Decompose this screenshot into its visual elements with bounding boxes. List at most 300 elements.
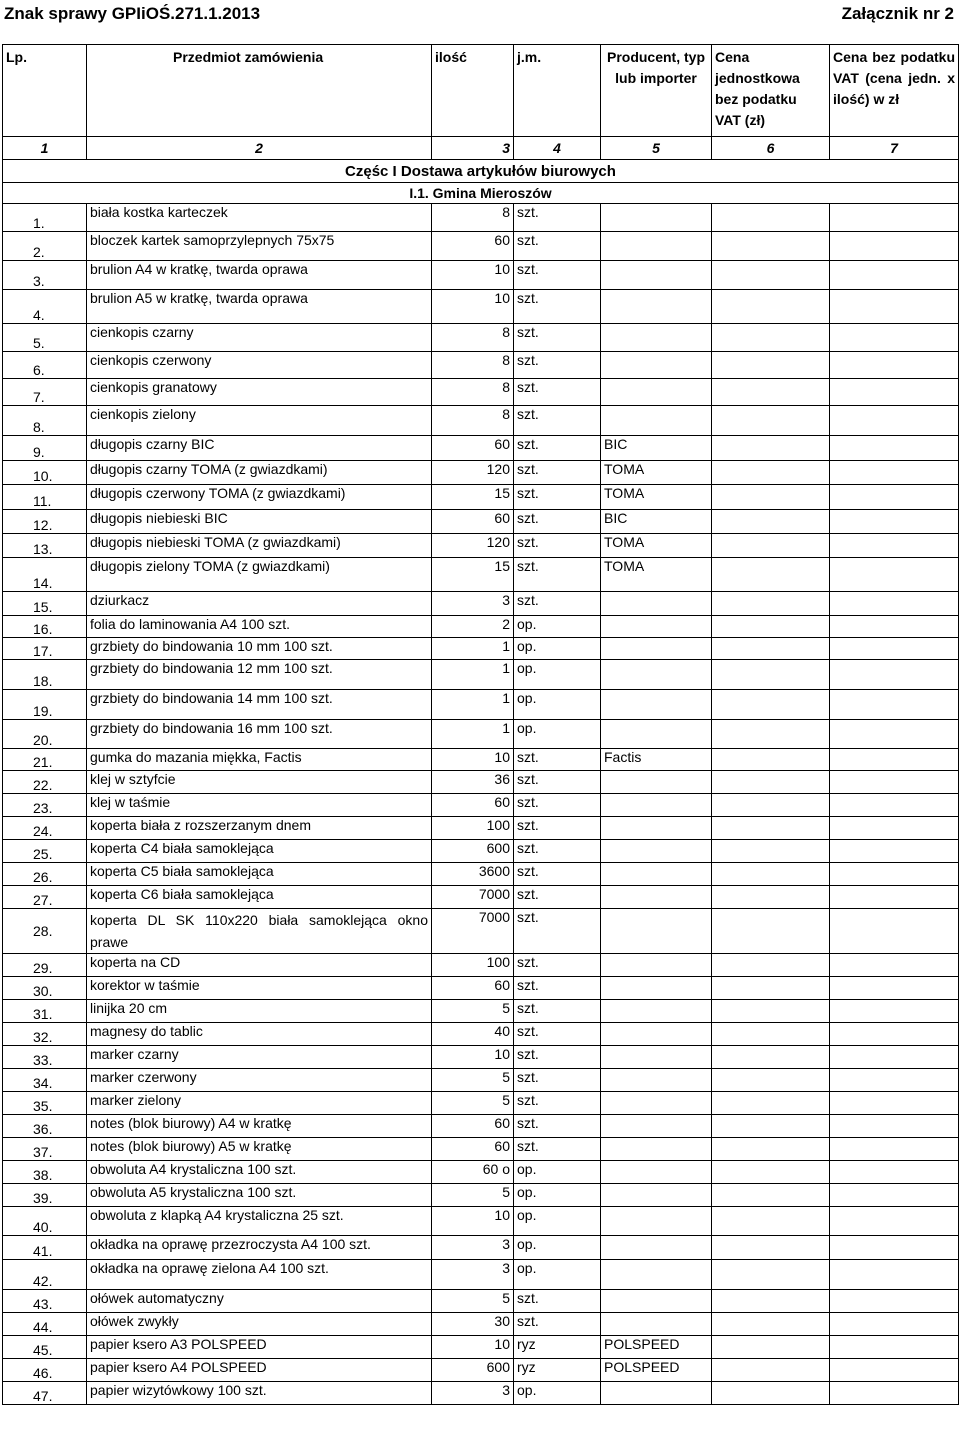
row-quantity: 7000 <box>432 886 514 909</box>
row-producer <box>601 406 712 436</box>
row-unit: szt. <box>514 1023 601 1046</box>
row-unit: szt. <box>514 863 601 886</box>
row-lp: 35. <box>3 1092 87 1115</box>
row-unit: szt. <box>514 406 601 436</box>
row-lp: 20. <box>3 720 87 749</box>
row-unit: szt. <box>514 840 601 863</box>
section-row <box>3 160 959 183</box>
row-unit: op. <box>514 690 601 720</box>
row-unit: szt. <box>514 1115 601 1138</box>
row-unit-price <box>712 592 830 616</box>
row-unit: szt. <box>514 461 601 485</box>
row-lp: 36. <box>3 1115 87 1138</box>
row-lp: 44. <box>3 1313 87 1336</box>
row-lp: 21. <box>3 749 87 771</box>
row-quantity: 120 <box>432 461 514 485</box>
table-row <box>3 1336 959 1359</box>
row-lp: 37. <box>3 1138 87 1161</box>
row-total <box>830 592 959 616</box>
row-quantity: 60 <box>432 977 514 1000</box>
row-total <box>830 1000 959 1023</box>
row-unit-price <box>712 771 830 794</box>
row-unit: szt. <box>514 485 601 510</box>
row-total <box>830 1092 959 1115</box>
row-unit: szt. <box>514 886 601 909</box>
row-quantity: 3 <box>432 592 514 616</box>
row-total <box>830 1023 959 1046</box>
row-lp: 31. <box>3 1000 87 1023</box>
row-item-name: długopis zielony TOMA (z gwiazdkami) <box>87 558 432 592</box>
row-total <box>830 1260 959 1290</box>
row-quantity: 5 <box>432 1069 514 1092</box>
table-row <box>3 720 959 749</box>
row-unit-price <box>712 794 830 817</box>
row-quantity: 3 <box>432 1236 514 1260</box>
row-unit: szt. <box>514 1092 601 1115</box>
col-number: 6 <box>712 137 830 160</box>
row-unit: op. <box>514 1236 601 1260</box>
row-producer <box>601 1313 712 1336</box>
col-number: 4 <box>514 137 601 160</box>
row-unit-price <box>712 954 830 977</box>
row-unit-price <box>712 886 830 909</box>
row-lp: 38. <box>3 1161 87 1184</box>
row-total <box>830 510 959 534</box>
row-unit: szt. <box>514 1069 601 1092</box>
row-total <box>830 909 959 954</box>
row-unit: szt. <box>514 204 601 232</box>
row-producer <box>601 379 712 406</box>
col-unit-price: Cena jednostkowa bez podatku VAT (zł) <box>712 45 830 137</box>
table-row <box>3 749 959 771</box>
row-item-name: klej w sztyfcie <box>87 771 432 794</box>
row-item-name: długopis czarny BIC <box>87 436 432 461</box>
row-item-name: okładka na oprawę przezroczysta A4 100 szt. <box>87 1236 432 1260</box>
row-total <box>830 886 959 909</box>
row-unit-price <box>712 720 830 749</box>
row-quantity: 10 <box>432 1207 514 1236</box>
row-quantity: 5 <box>432 1000 514 1023</box>
table-row <box>3 1046 959 1069</box>
row-lp: 30. <box>3 977 87 1000</box>
table-row <box>3 840 959 863</box>
row-producer <box>601 863 712 886</box>
row-producer <box>601 1184 712 1207</box>
row-total <box>830 204 959 232</box>
row-quantity: 15 <box>432 558 514 592</box>
col-producer: Producent, typ lub importer <box>601 45 712 137</box>
row-unit-price <box>712 379 830 406</box>
row-producer <box>601 977 712 1000</box>
row-lp: 8. <box>3 406 87 436</box>
row-lp: 45. <box>3 1336 87 1359</box>
row-lp: 26. <box>3 863 87 886</box>
row-quantity: 60 <box>432 1115 514 1138</box>
row-lp: 34. <box>3 1069 87 1092</box>
row-item-name: ołówek zwykły <box>87 1313 432 1336</box>
row-unit-price <box>712 690 830 720</box>
row-lp: 42. <box>3 1260 87 1290</box>
row-producer <box>601 1207 712 1236</box>
row-quantity: 15 <box>432 485 514 510</box>
row-item-name: długopis czerwony TOMA (z gwiazdkami) <box>87 485 432 510</box>
row-item-name: koperta C5 biała samoklejąca <box>87 863 432 886</box>
row-producer <box>601 1046 712 1069</box>
row-producer <box>601 616 712 638</box>
document-header <box>0 0 960 30</box>
row-lp: 43. <box>3 1290 87 1313</box>
col-qty: ilość <box>432 45 514 137</box>
row-item-name: koperta na CD <box>87 954 432 977</box>
row-unit-price <box>712 534 830 558</box>
row-quantity: 10 <box>432 749 514 771</box>
row-quantity: 7000 <box>432 909 514 954</box>
table-row <box>3 1382 959 1405</box>
row-total <box>830 1359 959 1382</box>
col-total: Cena bez podatku VAT (cena jedn. x ilość) w zł <box>830 45 959 137</box>
row-item-name: koperta biała z rozszerzanym dnem <box>87 817 432 840</box>
row-producer <box>601 1161 712 1184</box>
row-producer <box>601 1023 712 1046</box>
row-unit: op. <box>514 1260 601 1290</box>
row-producer <box>601 1000 712 1023</box>
row-lp: 24. <box>3 817 87 840</box>
table-row <box>3 977 959 1000</box>
row-producer <box>601 1092 712 1115</box>
subsection-row <box>3 183 959 204</box>
row-lp: 29. <box>3 954 87 977</box>
row-producer <box>601 720 712 749</box>
row-producer: Factis <box>601 749 712 771</box>
row-unit: szt. <box>514 1046 601 1069</box>
row-quantity: 100 <box>432 817 514 840</box>
row-unit-price <box>712 261 830 290</box>
row-lp: 39. <box>3 1184 87 1207</box>
row-lp: 16. <box>3 616 87 638</box>
row-quantity: 10 <box>432 1046 514 1069</box>
row-total <box>830 1313 959 1336</box>
row-total <box>830 1161 959 1184</box>
table-row <box>3 485 959 510</box>
row-producer <box>601 690 712 720</box>
row-unit-price <box>712 1336 830 1359</box>
col-number: 3 <box>432 137 514 160</box>
row-total <box>830 720 959 749</box>
row-unit-price <box>712 977 830 1000</box>
table-row <box>3 817 959 840</box>
table-row <box>3 261 959 290</box>
row-unit-price <box>712 1290 830 1313</box>
row-unit: szt. <box>514 954 601 977</box>
col-number: 5 <box>601 137 712 160</box>
row-quantity: 100 <box>432 954 514 977</box>
row-total <box>830 1046 959 1069</box>
row-item-name: cienkopis granatowy <box>87 379 432 406</box>
row-unit-price <box>712 1092 830 1115</box>
row-total <box>830 954 959 977</box>
row-unit: op. <box>514 1207 601 1236</box>
table-row <box>3 1000 959 1023</box>
row-unit: szt. <box>514 1313 601 1336</box>
row-item-name: papier wizytówkowy 100 szt. <box>87 1382 432 1405</box>
row-unit-price <box>712 749 830 771</box>
row-producer <box>601 660 712 690</box>
row-unit: szt. <box>514 977 601 1000</box>
row-total <box>830 638 959 660</box>
table-row <box>3 352 959 379</box>
row-total <box>830 1382 959 1405</box>
row-unit-price <box>712 1161 830 1184</box>
row-producer <box>601 771 712 794</box>
row-item-name: ołówek automatyczny <box>87 1290 432 1313</box>
row-producer <box>601 592 712 616</box>
row-total <box>830 771 959 794</box>
row-unit-price <box>712 1260 830 1290</box>
row-item-name: koperta DL SK 110x220 biała samoklejąca okno prawe <box>87 909 432 954</box>
row-unit: op. <box>514 660 601 690</box>
row-producer: POLSPEED <box>601 1336 712 1359</box>
row-unit-price <box>712 510 830 534</box>
row-unit-price <box>712 1046 830 1069</box>
row-unit: szt. <box>514 1000 601 1023</box>
row-producer <box>601 1138 712 1161</box>
row-total <box>830 1290 959 1313</box>
row-unit-price <box>712 1000 830 1023</box>
row-item-name: klej w taśmie <box>87 794 432 817</box>
row-producer: TOMA <box>601 534 712 558</box>
row-producer <box>601 817 712 840</box>
row-unit-price <box>712 1023 830 1046</box>
row-quantity: 2 <box>432 616 514 638</box>
row-item-name: korektor w taśmie <box>87 977 432 1000</box>
table-row <box>3 436 959 461</box>
row-total <box>830 616 959 638</box>
row-producer: BIC <box>601 510 712 534</box>
row-quantity: 600 <box>432 1359 514 1382</box>
table-row <box>3 1138 959 1161</box>
table-row <box>3 1115 959 1138</box>
row-quantity: 10 <box>432 1336 514 1359</box>
row-total <box>830 794 959 817</box>
row-producer <box>601 1290 712 1313</box>
row-quantity: 60 <box>432 436 514 461</box>
table-row <box>3 1184 959 1207</box>
row-quantity: 60 <box>432 232 514 261</box>
table-row <box>3 638 959 660</box>
row-unit-price <box>712 558 830 592</box>
row-producer <box>601 954 712 977</box>
row-quantity: 5 <box>432 1290 514 1313</box>
row-total <box>830 1069 959 1092</box>
row-total <box>830 1336 959 1359</box>
row-lp: 11. <box>3 485 87 510</box>
row-producer <box>601 1236 712 1260</box>
row-producer: TOMA <box>601 558 712 592</box>
table-row <box>3 510 959 534</box>
row-lp: 46. <box>3 1359 87 1382</box>
row-unit-price <box>712 817 830 840</box>
row-quantity: 3 <box>432 1260 514 1290</box>
row-producer: BIC <box>601 436 712 461</box>
row-total <box>830 324 959 352</box>
table-row <box>3 690 959 720</box>
row-quantity: 60 o <box>432 1161 514 1184</box>
row-producer: TOMA <box>601 461 712 485</box>
row-producer <box>601 290 712 324</box>
row-item-name: koperta C6 biała samoklejąca <box>87 886 432 909</box>
row-quantity: 8 <box>432 406 514 436</box>
table-row <box>3 863 959 886</box>
table-row <box>3 771 959 794</box>
row-item-name: obwoluta A5 krystaliczna 100 szt. <box>87 1184 432 1207</box>
row-unit: szt. <box>514 771 601 794</box>
col-unit: j.m. <box>514 45 601 137</box>
row-quantity: 8 <box>432 324 514 352</box>
row-unit-price <box>712 638 830 660</box>
row-item-name: grzbiety do bindowania 16 mm 100 szt. <box>87 720 432 749</box>
row-item-name: papier ksero A3 POLSPEED <box>87 1336 432 1359</box>
row-total <box>830 749 959 771</box>
row-unit: szt. <box>514 817 601 840</box>
row-lp: 15. <box>3 592 87 616</box>
table-row <box>3 406 959 436</box>
table-row <box>3 534 959 558</box>
row-item-name: brulion A5 w kratkę, twarda oprawa <box>87 290 432 324</box>
row-lp: 12. <box>3 510 87 534</box>
table-row <box>3 1313 959 1336</box>
attachment-label: Załącznik nr 2 <box>841 4 954 23</box>
row-quantity: 5 <box>432 1184 514 1207</box>
order-table <box>2 44 959 1405</box>
table-row <box>3 1207 959 1236</box>
row-unit: op. <box>514 1161 601 1184</box>
row-unit: op. <box>514 720 601 749</box>
table-row <box>3 1260 959 1290</box>
table-row <box>3 290 959 324</box>
row-lp: 47. <box>3 1382 87 1405</box>
row-quantity: 60 <box>432 794 514 817</box>
row-unit: szt. <box>514 436 601 461</box>
row-item-name: obwoluta z klapką A4 krystaliczna 25 szt. <box>87 1207 432 1236</box>
row-item-name: cienkopis zielony <box>87 406 432 436</box>
case-number: Znak sprawy GPIiOŚ.271.1.2013 <box>4 4 261 23</box>
row-unit: szt. <box>514 534 601 558</box>
row-producer <box>601 1382 712 1405</box>
row-total <box>830 352 959 379</box>
row-lp: 6. <box>3 352 87 379</box>
row-item-name: długopis niebieski BIC <box>87 510 432 534</box>
row-item-name: dziurkacz <box>87 592 432 616</box>
row-quantity: 60 <box>432 510 514 534</box>
table-row <box>3 204 959 232</box>
row-total <box>830 290 959 324</box>
row-producer: POLSPEED <box>601 1359 712 1382</box>
row-quantity: 1 <box>432 720 514 749</box>
row-item-name: notes (blok biurowy) A4 w kratkę <box>87 1115 432 1138</box>
row-item-name: brulion A4 w kratkę, twarda oprawa <box>87 261 432 290</box>
row-item-name: linijka 20 cm <box>87 1000 432 1023</box>
subsection-title: I.1. Gmina Mieroszów <box>3 183 959 204</box>
row-item-name: marker zielony <box>87 1092 432 1115</box>
row-item-name: obwoluta A4 krystaliczna 100 szt. <box>87 1161 432 1184</box>
row-total <box>830 1236 959 1260</box>
row-producer <box>601 909 712 954</box>
row-total <box>830 660 959 690</box>
row-total <box>830 977 959 1000</box>
table-row <box>3 461 959 485</box>
row-unit: op. <box>514 1382 601 1405</box>
row-total <box>830 558 959 592</box>
col-lp: Lp. <box>3 45 87 137</box>
row-unit: szt. <box>514 558 601 592</box>
row-unit-price <box>712 863 830 886</box>
row-unit: szt. <box>514 290 601 324</box>
row-unit: op. <box>514 638 601 660</box>
row-producer <box>601 1260 712 1290</box>
row-unit-price <box>712 1236 830 1260</box>
row-total <box>830 1115 959 1138</box>
table-row <box>3 909 959 954</box>
row-quantity: 8 <box>432 379 514 406</box>
row-unit: szt. <box>514 909 601 954</box>
row-quantity: 5 <box>432 1092 514 1115</box>
row-unit-price <box>712 232 830 261</box>
row-unit-price <box>712 204 830 232</box>
row-lp: 2. <box>3 232 87 261</box>
row-unit: szt. <box>514 232 601 261</box>
row-item-name: marker czerwony <box>87 1069 432 1092</box>
row-item-name: cienkopis czarny <box>87 324 432 352</box>
row-total <box>830 1207 959 1236</box>
row-lp: 5. <box>3 324 87 352</box>
row-unit: szt. <box>514 261 601 290</box>
row-producer <box>601 886 712 909</box>
row-total <box>830 817 959 840</box>
row-unit-price <box>712 1138 830 1161</box>
row-quantity: 36 <box>432 771 514 794</box>
row-item-name: gumka do mazania miękka, Factis <box>87 749 432 771</box>
row-unit: ryz <box>514 1336 601 1359</box>
row-total <box>830 461 959 485</box>
row-unit-price <box>712 1359 830 1382</box>
row-unit-price <box>712 1382 830 1405</box>
row-unit: szt. <box>514 352 601 379</box>
row-unit: szt. <box>514 379 601 406</box>
row-unit-price <box>712 1184 830 1207</box>
row-total <box>830 261 959 290</box>
row-quantity: 3600 <box>432 863 514 886</box>
table-row <box>3 379 959 406</box>
row-unit: szt. <box>514 794 601 817</box>
row-unit-price <box>712 840 830 863</box>
row-total <box>830 485 959 510</box>
row-item-name: grzbiety do bindowania 14 mm 100 szt. <box>87 690 432 720</box>
row-total <box>830 534 959 558</box>
row-unit: szt. <box>514 749 601 771</box>
row-lp: 23. <box>3 794 87 817</box>
row-unit: szt. <box>514 324 601 352</box>
row-lp: 19. <box>3 690 87 720</box>
row-lp: 13. <box>3 534 87 558</box>
table-row <box>3 1161 959 1184</box>
row-item-name: magnesy do tablic <box>87 1023 432 1046</box>
row-producer <box>601 232 712 261</box>
row-lp: 3. <box>3 261 87 290</box>
row-unit: op. <box>514 616 601 638</box>
row-unit-price <box>712 485 830 510</box>
col-number: 2 <box>87 137 432 160</box>
row-lp: 32. <box>3 1023 87 1046</box>
